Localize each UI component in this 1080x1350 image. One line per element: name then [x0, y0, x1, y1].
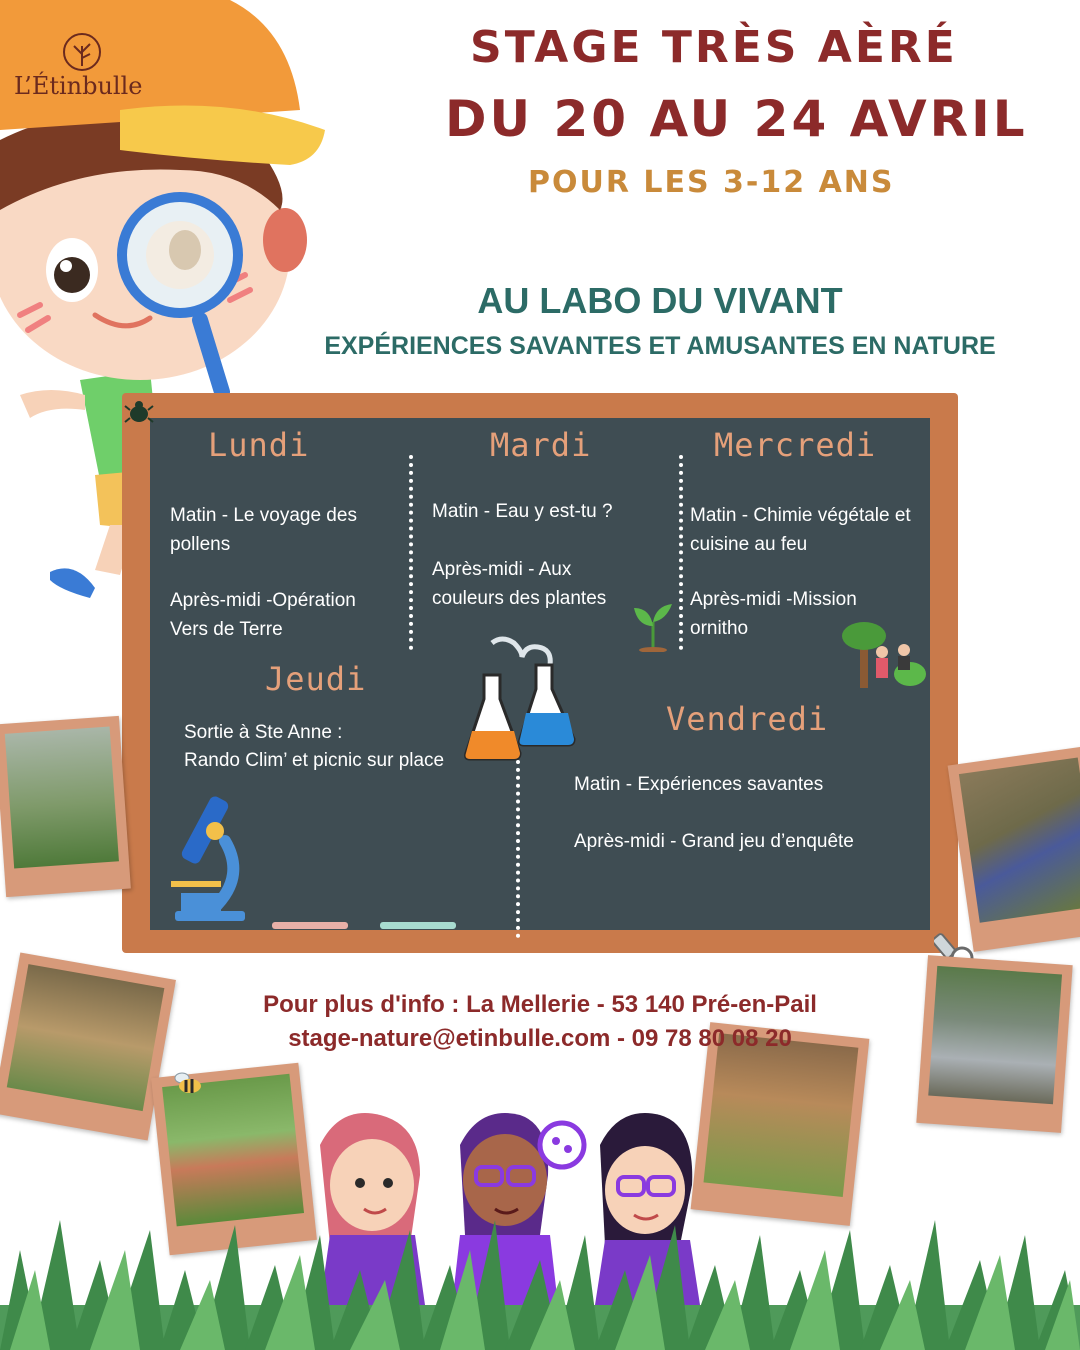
date-title: DU 20 AU 24 AVRIL [445, 90, 1028, 148]
day-vendredi: Vendredi [666, 700, 829, 738]
theme-title: AU LABO DU VIVANT [477, 280, 843, 321]
info-email-phone: stage-nature@etinbulle.com - 09 78 80 08 20 [288, 1025, 792, 1052]
flasks-icon [462, 635, 582, 765]
contact-info [150, 988, 930, 1056]
photo-water-experiment [916, 955, 1072, 1133]
vendredi-afternoon: Après-midi - Grand jeu d’enquête [574, 831, 854, 852]
theme-subtitle: EXPÉRIENCES SAVANTES ET AMUSANTES EN NATURE [324, 332, 996, 360]
birdwatching-kids-icon [842, 620, 928, 690]
separator-jeudi-vendredi [516, 760, 520, 938]
main-title: STAGE TRÈS AÈRÉ [470, 22, 958, 73]
photo-child-in-tree [0, 716, 131, 897]
grass-decoration [0, 1210, 1080, 1350]
brand-logo: L’Étinbulle [14, 72, 143, 100]
lundi-morning: Matin - Le voyage des pollens [170, 505, 357, 555]
beetle-icon [124, 400, 154, 426]
age-subtitle: POUR LES 3-12 ANS [528, 165, 895, 200]
day-mardi: Mardi [490, 426, 592, 464]
vendredi-morning: Matin - Expériences savantes [574, 774, 824, 795]
microscope-icon [165, 785, 250, 925]
day-lundi: Lundi [208, 426, 310, 464]
lundi-afternoon: Après-midi -Opération Vers de Terre [170, 590, 356, 640]
jeudi-line1: Sortie à Ste Anne : [184, 722, 343, 743]
separator-lundi-mardi [409, 455, 413, 650]
photo-child-on-grass [948, 746, 1080, 952]
chalk-pink [272, 922, 348, 929]
info-address: Pour plus d'info : La Mellerie - 53 140 Pré-en-Pail [263, 991, 817, 1018]
mercredi-morning: Matin - Chimie végétale et cuisine au feu [690, 505, 911, 555]
mardi-morning: Matin - Eau y est-tu ? [432, 501, 613, 522]
jeudi-line2: Rando Clim’ et picnic sur place [184, 750, 445, 771]
mercredi-afternoon: Après-midi -Mission ornitho [690, 589, 857, 639]
sprout-icon [630, 600, 676, 652]
separator-mardi-mercredi [679, 455, 683, 650]
mardi-afternoon: Après-midi - Aux couleurs des plantes [432, 559, 607, 609]
bee-icon [172, 1070, 204, 1098]
chalk-mint [380, 922, 456, 929]
day-mercredi: Mercredi [714, 426, 877, 464]
day-jeudi: Jeudi [265, 660, 367, 698]
tree-logo-icon [60, 32, 104, 72]
